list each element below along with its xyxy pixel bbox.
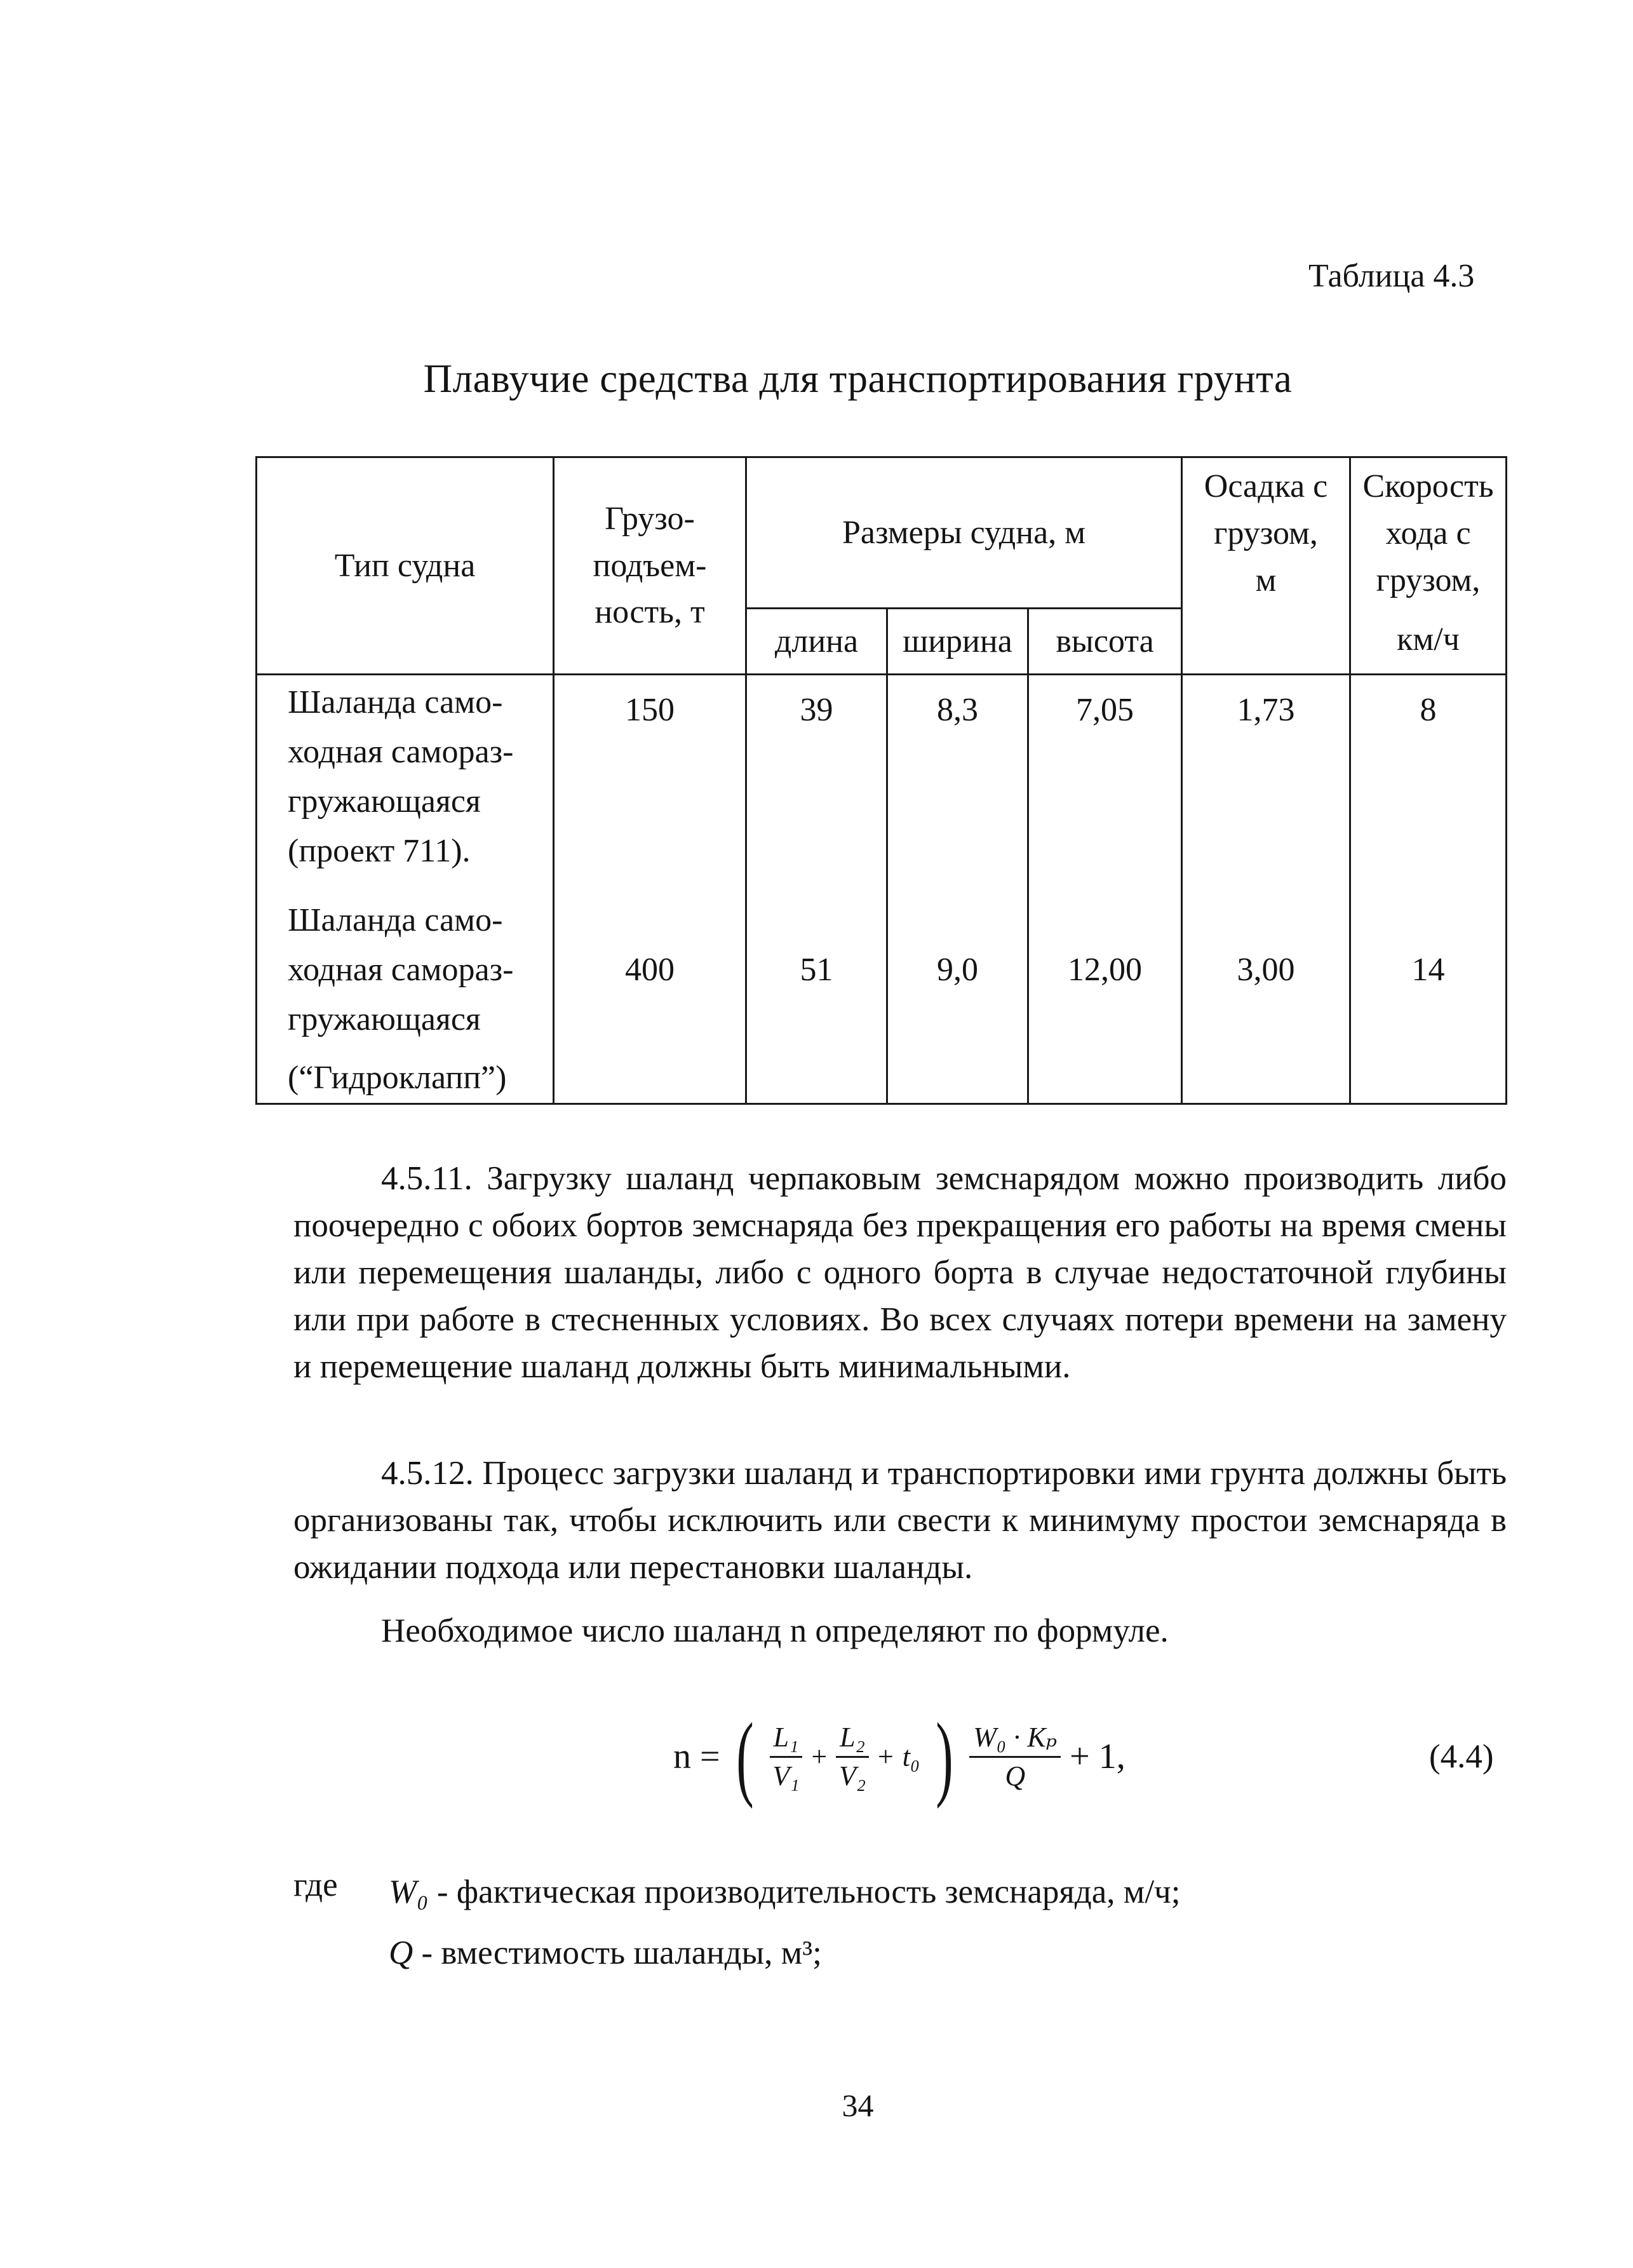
paragraph-4-5-11: 4.5.11. Загрузку шаланд черпаковым земснарядом можно производить либо поочередно с обоих бортов земснаряда без прекращения его работы на время смены или перемещения шаланды, либо с одного борта в случае недостаточной глубины или при работе в стесненных условиях. Во всех случаях потери времени на замену и перемещение шаланд должны быть минимальными. xyxy=(293,1160,1507,1385)
page-number: 34 xyxy=(842,2088,874,2123)
header-height: высота xyxy=(1028,609,1182,675)
cell-length: 39 xyxy=(746,675,887,891)
definitions-list xyxy=(389,1861,1180,1983)
cell-height: 7,05 xyxy=(1028,675,1182,891)
cell-width: 8,3 xyxy=(887,675,1028,891)
formula-intro: Необходимое число шаланд n определяют по формуле. xyxy=(381,1612,1169,1649)
where-label: где xyxy=(293,1866,338,1903)
table-row xyxy=(257,891,1507,1104)
definition-item: Q - вместимость шаланды, м³; xyxy=(389,1934,822,1971)
cell-draft: 3,00 xyxy=(1182,891,1350,1104)
cell-draft: 1,73 xyxy=(1182,675,1350,891)
cell-height: 12,00 xyxy=(1028,891,1182,1104)
cell-type: Шаланда само- ходная самораз- гружающаяся (“Гидроклапп”) xyxy=(257,891,554,1104)
header-draft: Осадка с грузом, м xyxy=(1182,457,1350,675)
formula-4-4: n = ( $\frac{\text{L₁}}{\text{V₁}}$ + $\frac{\text{L₂}}{\text{V₂}} + t_0$ ) $\frac{\text{W₀ · Kₚ}}{Q} + 1$, xyxy=(673,1704,1126,1809)
table-title: Плавучие средства для транспортирования грунта xyxy=(423,356,1293,401)
header-dimensions: Размеры судна, м xyxy=(746,457,1182,609)
cell-capacity: 150 xyxy=(554,675,746,891)
cell-speed: 8 xyxy=(1350,675,1507,891)
table-label: Таблица 4.3 xyxy=(1308,258,1475,294)
header-speed: Скорость хода с грузом, км/ч xyxy=(1350,457,1507,675)
header-capacity: Грузо- подъем- ность, т xyxy=(554,457,746,675)
definition-item: W₀ - фактическая производительность земснаряда, м/ч; xyxy=(389,1873,1181,1910)
cell-width: 9,0 xyxy=(887,891,1028,1104)
paragraph-4-5-12: 4.5.12. Процесс загрузки шаланд и транспортировки ими грунта должны быть организованы так, чтобы исключить или свести к минимуму простои земснаряда в ожидании подхода или перестановки шаланды. xyxy=(293,1455,1507,1586)
equation-number: (4.4) xyxy=(1429,1738,1494,1775)
header-type: Тип судна xyxy=(257,457,554,675)
cell-speed: 14 xyxy=(1350,891,1507,1104)
table-row xyxy=(257,675,1507,891)
header-length: длина xyxy=(746,609,887,675)
cell-capacity: 400 xyxy=(554,891,746,1104)
header-width: ширина xyxy=(887,609,1028,675)
ships-table xyxy=(255,456,1507,1105)
cell-length: 51 xyxy=(746,891,887,1104)
cell-type: Шаланда само- ходная самораз- гружающаяся (проект 711). xyxy=(257,675,554,891)
